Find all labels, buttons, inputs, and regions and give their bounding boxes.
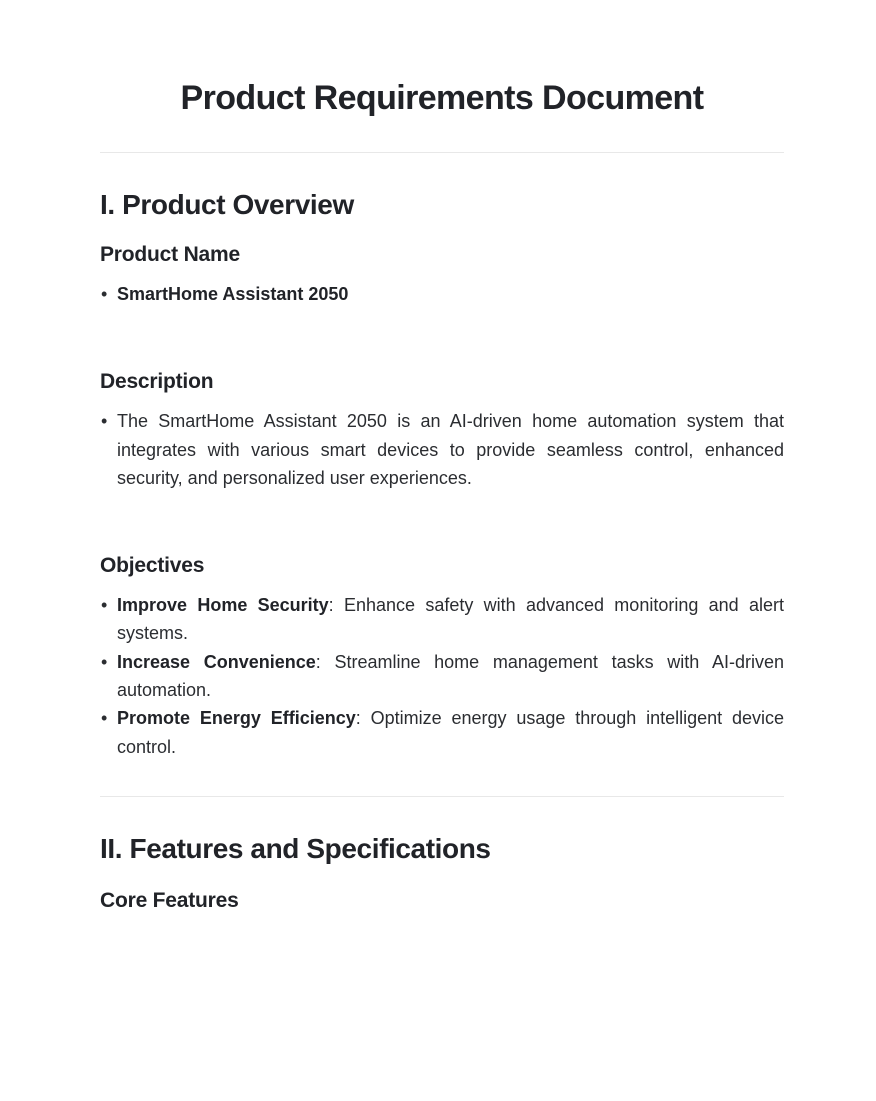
- section-divider: [100, 152, 784, 153]
- bullet-icon: •: [101, 595, 108, 616]
- bullet-icon: •: [101, 284, 108, 304]
- objectives-list: [100, 591, 784, 761]
- list-item-text: : Optimize energy usage through intelligent device control.: [117, 708, 784, 757]
- list-item-text: : Enhance safety with advanced monitoring and alert systems.: [117, 595, 784, 644]
- list-item-bold-text: Increase Convenience: [117, 651, 316, 672]
- list-item-bold-text: Improve Home Security: [117, 595, 329, 616]
- list-item: [100, 591, 784, 648]
- section-divider: [100, 796, 784, 797]
- bullet-icon: •: [101, 708, 108, 729]
- list-item: [100, 407, 784, 492]
- subsection-heading-core-features: Core Features: [100, 888, 239, 912]
- document-page: [0, 77, 876, 915]
- bullet-icon: •: [101, 411, 108, 432]
- description-list: [100, 407, 784, 492]
- section-heading-features-specifications: II. Features and Specifications: [100, 832, 491, 864]
- list-item-bold-text: SmartHome Assistant 2050: [117, 284, 349, 304]
- list-item-bold-text: Promote Energy Efficiency: [117, 708, 356, 729]
- subsection-heading-description: Description: [100, 370, 214, 394]
- list-item: [100, 648, 784, 705]
- bullet-icon: •: [101, 651, 108, 672]
- document-title: Product Requirements Document: [180, 79, 704, 117]
- section-heading-product-overview: I. Product Overview: [100, 189, 354, 220]
- list-item-text: The SmartHome Assistant 2050 is an AI-driven home automation system that integrates with various smart devices to provide seamless control, enhanced security, and personalized user experiences.: [117, 411, 784, 488]
- list-item-text: : Streamline home management tasks with AI-driven automation.: [117, 651, 784, 701]
- product-name-list: [100, 280, 784, 308]
- list-item: [100, 704, 784, 761]
- subsection-heading-objectives: Objectives: [100, 554, 205, 578]
- list-item: [100, 280, 784, 308]
- subsection-heading-product-name: Product Name: [100, 243, 240, 266]
